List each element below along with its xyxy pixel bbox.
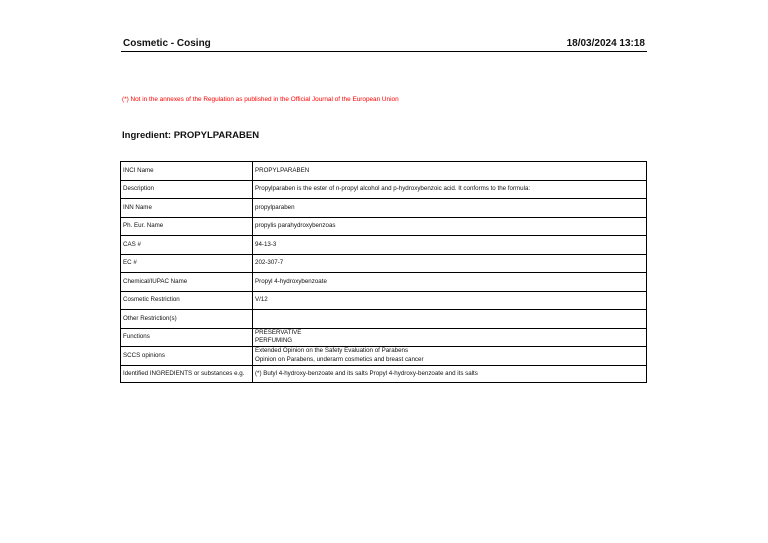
row-label: INN Name	[121, 199, 253, 218]
row-label: SCCS opinions	[121, 347, 253, 366]
row-label: Identified INGREDIENTS or substances e.g.	[121, 365, 253, 382]
table-row	[121, 328, 647, 347]
ingredient-table	[120, 161, 647, 383]
row-value: Propyl 4-hydroxybenzoate	[253, 273, 647, 292]
table-row	[121, 236, 647, 255]
table-row	[121, 365, 647, 382]
row-value: (*) Butyl 4-hydroxy-benzoate and its salts Propyl 4-hydroxy-benzoate and its salts	[253, 365, 647, 382]
row-value: Propylparaben is the ester of n-propyl alcohol and p-hydroxybenzoic acid. It conforms to the formula:	[253, 180, 647, 199]
row-label: Other Restriction(s)	[121, 310, 253, 329]
document-header	[121, 38, 647, 52]
table-row	[121, 291, 647, 310]
row-value: V/12	[253, 291, 647, 310]
row-value	[253, 328, 647, 347]
row-label: EC #	[121, 254, 253, 273]
table-row	[121, 162, 647, 181]
row-label: Functions	[121, 328, 253, 347]
row-label: INCI Name	[121, 162, 253, 181]
row-value: propylis parahydroxybenzoas	[253, 217, 647, 236]
sccs-opinion-link[interactable]: Opinion on Parabens, underarm cosmetics and breast cancer	[255, 355, 424, 363]
function-item: PRESERVATIVE	[255, 328, 302, 336]
table-row	[121, 180, 647, 199]
header-rule	[121, 51, 647, 52]
row-label: Chemical/IUPAC Name	[121, 273, 253, 292]
table-row	[121, 217, 647, 236]
document-datetime: 18/03/2024 13:18	[566, 38, 645, 49]
row-value: propylparaben	[253, 199, 647, 218]
row-value	[253, 347, 647, 366]
sccs-opinion-link[interactable]: Extended Opinion on the Safety Evaluation of Parabens	[255, 347, 409, 355]
row-value: 202-307-7	[253, 254, 647, 273]
table-row	[121, 273, 647, 292]
row-label: Cosmetic Restriction	[121, 291, 253, 310]
row-label: Ph. Eur. Name	[121, 217, 253, 236]
table-row	[121, 347, 647, 366]
row-label: CAS #	[121, 236, 253, 255]
row-label: Description	[121, 180, 253, 199]
annex-note: (*) Not in the annexes of the Regulation as published in the Official Journal of the European Union	[122, 96, 399, 103]
table-row	[121, 199, 647, 218]
table-row	[121, 310, 647, 329]
row-value: 94-13-3	[253, 236, 647, 255]
row-value: PROPYLPARABEN	[253, 162, 647, 181]
function-item: PERFUMING	[255, 337, 293, 345]
row-value	[253, 310, 647, 329]
document-title: Cosmetic - Cosing	[123, 38, 211, 49]
ingredient-heading: Ingredient: PROPYLPARABEN	[122, 130, 260, 141]
table-row	[121, 254, 647, 273]
